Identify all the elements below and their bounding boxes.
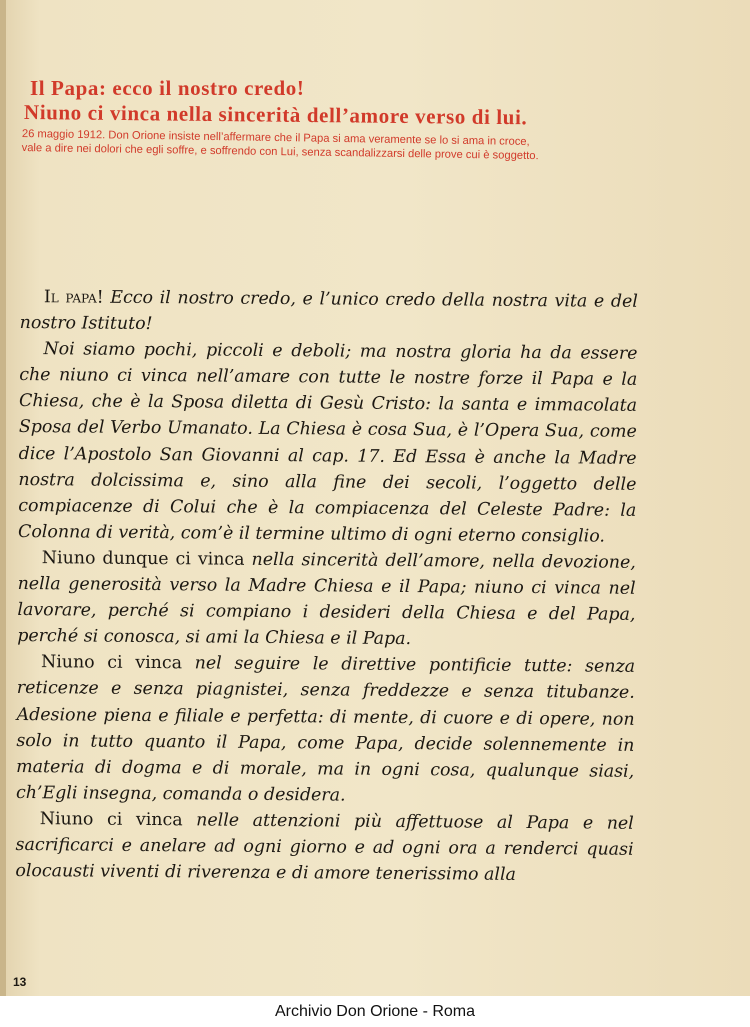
paragraph-1-lead: Il papa! bbox=[43, 287, 104, 308]
chapter-title-line-2: Niuno ci vinca nella sincerità dell’amore verso di lui. bbox=[23, 100, 528, 130]
paragraph-3-lead: Niuno dunque ci vinca bbox=[41, 548, 245, 570]
paragraph-4-text: nel seguire le direttive pontificie tutte: senza reticenze e senza piagnistei, senza freddezze e senza titubanze. Adesione piena e filiale e perfetta: di mente, di cuore e di opere, non solo in tutto quanto il Papa, come Papa, decide solennemente in materia di dogma e di morale, ma in ogni cosa, qualunque siasi, ch’Egli insegna, comanda o desidera. bbox=[15, 653, 636, 806]
paragraph-1-text: Ecco il nostro credo, e l’unico credo della nostra vita e del nostro Istituto! bbox=[19, 287, 638, 335]
archive-footer-label: Archivio Don Orione - Roma bbox=[274, 1003, 476, 1020]
page-number: 13 bbox=[13, 975, 27, 989]
chapter-title-line-1: Il Papa: ecco il nostro credo! bbox=[30, 76, 305, 100]
subtitle-line-1: 26 maggio 1912. Don Orione insiste nell’affermare che il Papa si ama veramente se lo si ama in croce, bbox=[21, 127, 530, 148]
paragraph-5 bbox=[15, 806, 634, 889]
paragraph-5-lead: Niuno ci vinca bbox=[39, 809, 183, 831]
chapter-subtitle bbox=[22, 127, 744, 166]
paragraph-2: Noi siamo pochi, piccoli e deboli; ma nostra gloria ha da essere che niuno ci vinca nell’amare con tutte le nostre forze il Papa e la Chiesa, che è la Sposa diletta di Gesù Cristo: la santa e immacolata Sposa del Verbo Umanato. La Chiesa è cosa Sua, è l’Opera Sua, come dice l’Apostolo San Giovanni al cap. 17. Ed Essa è anche la Madre nostra dolcissima e, sino alla fine dei secoli, l’oggetto delle compiacenze di Colui che è la compiacenza del Celeste Padre: la Colonna di verità, com’è il termine ultimo di ogni eterno consiglio. bbox=[17, 339, 638, 547]
paragraph-5-text: nelle attenzioni più affettuose al Papa e nel sacrificarci e anelare ad ogni giorno e ad ogni ora a renderci quasi olocausti viventi di riverenza e di amore tenerissimo alla bbox=[15, 810, 634, 885]
subtitle-line-2: vale a dire nei dolori che egli soffre, e soffrendo con Lui, senza scandalizzarsi delle prove cui è soggetto. bbox=[21, 141, 539, 163]
paragraph-1 bbox=[20, 284, 638, 341]
chapter-header bbox=[21, 76, 744, 163]
paragraph-3-text: nella sincerità dell’amore, nella devozione, nella generosità verso la Madre Chiesa e il Papa; niuno ci vinca nel lavorare, perché si compiano i desideri della Chiesa e del Papa, perché si conosca, si ami la Chiesa e il Papa. bbox=[17, 549, 636, 650]
paragraph-4 bbox=[16, 649, 635, 810]
page-edge-shadow bbox=[0, 0, 6, 1027]
body-text bbox=[15, 284, 638, 889]
paragraph-4-lead: Niuno ci vinca bbox=[40, 652, 183, 674]
paragraph-3 bbox=[17, 545, 636, 654]
